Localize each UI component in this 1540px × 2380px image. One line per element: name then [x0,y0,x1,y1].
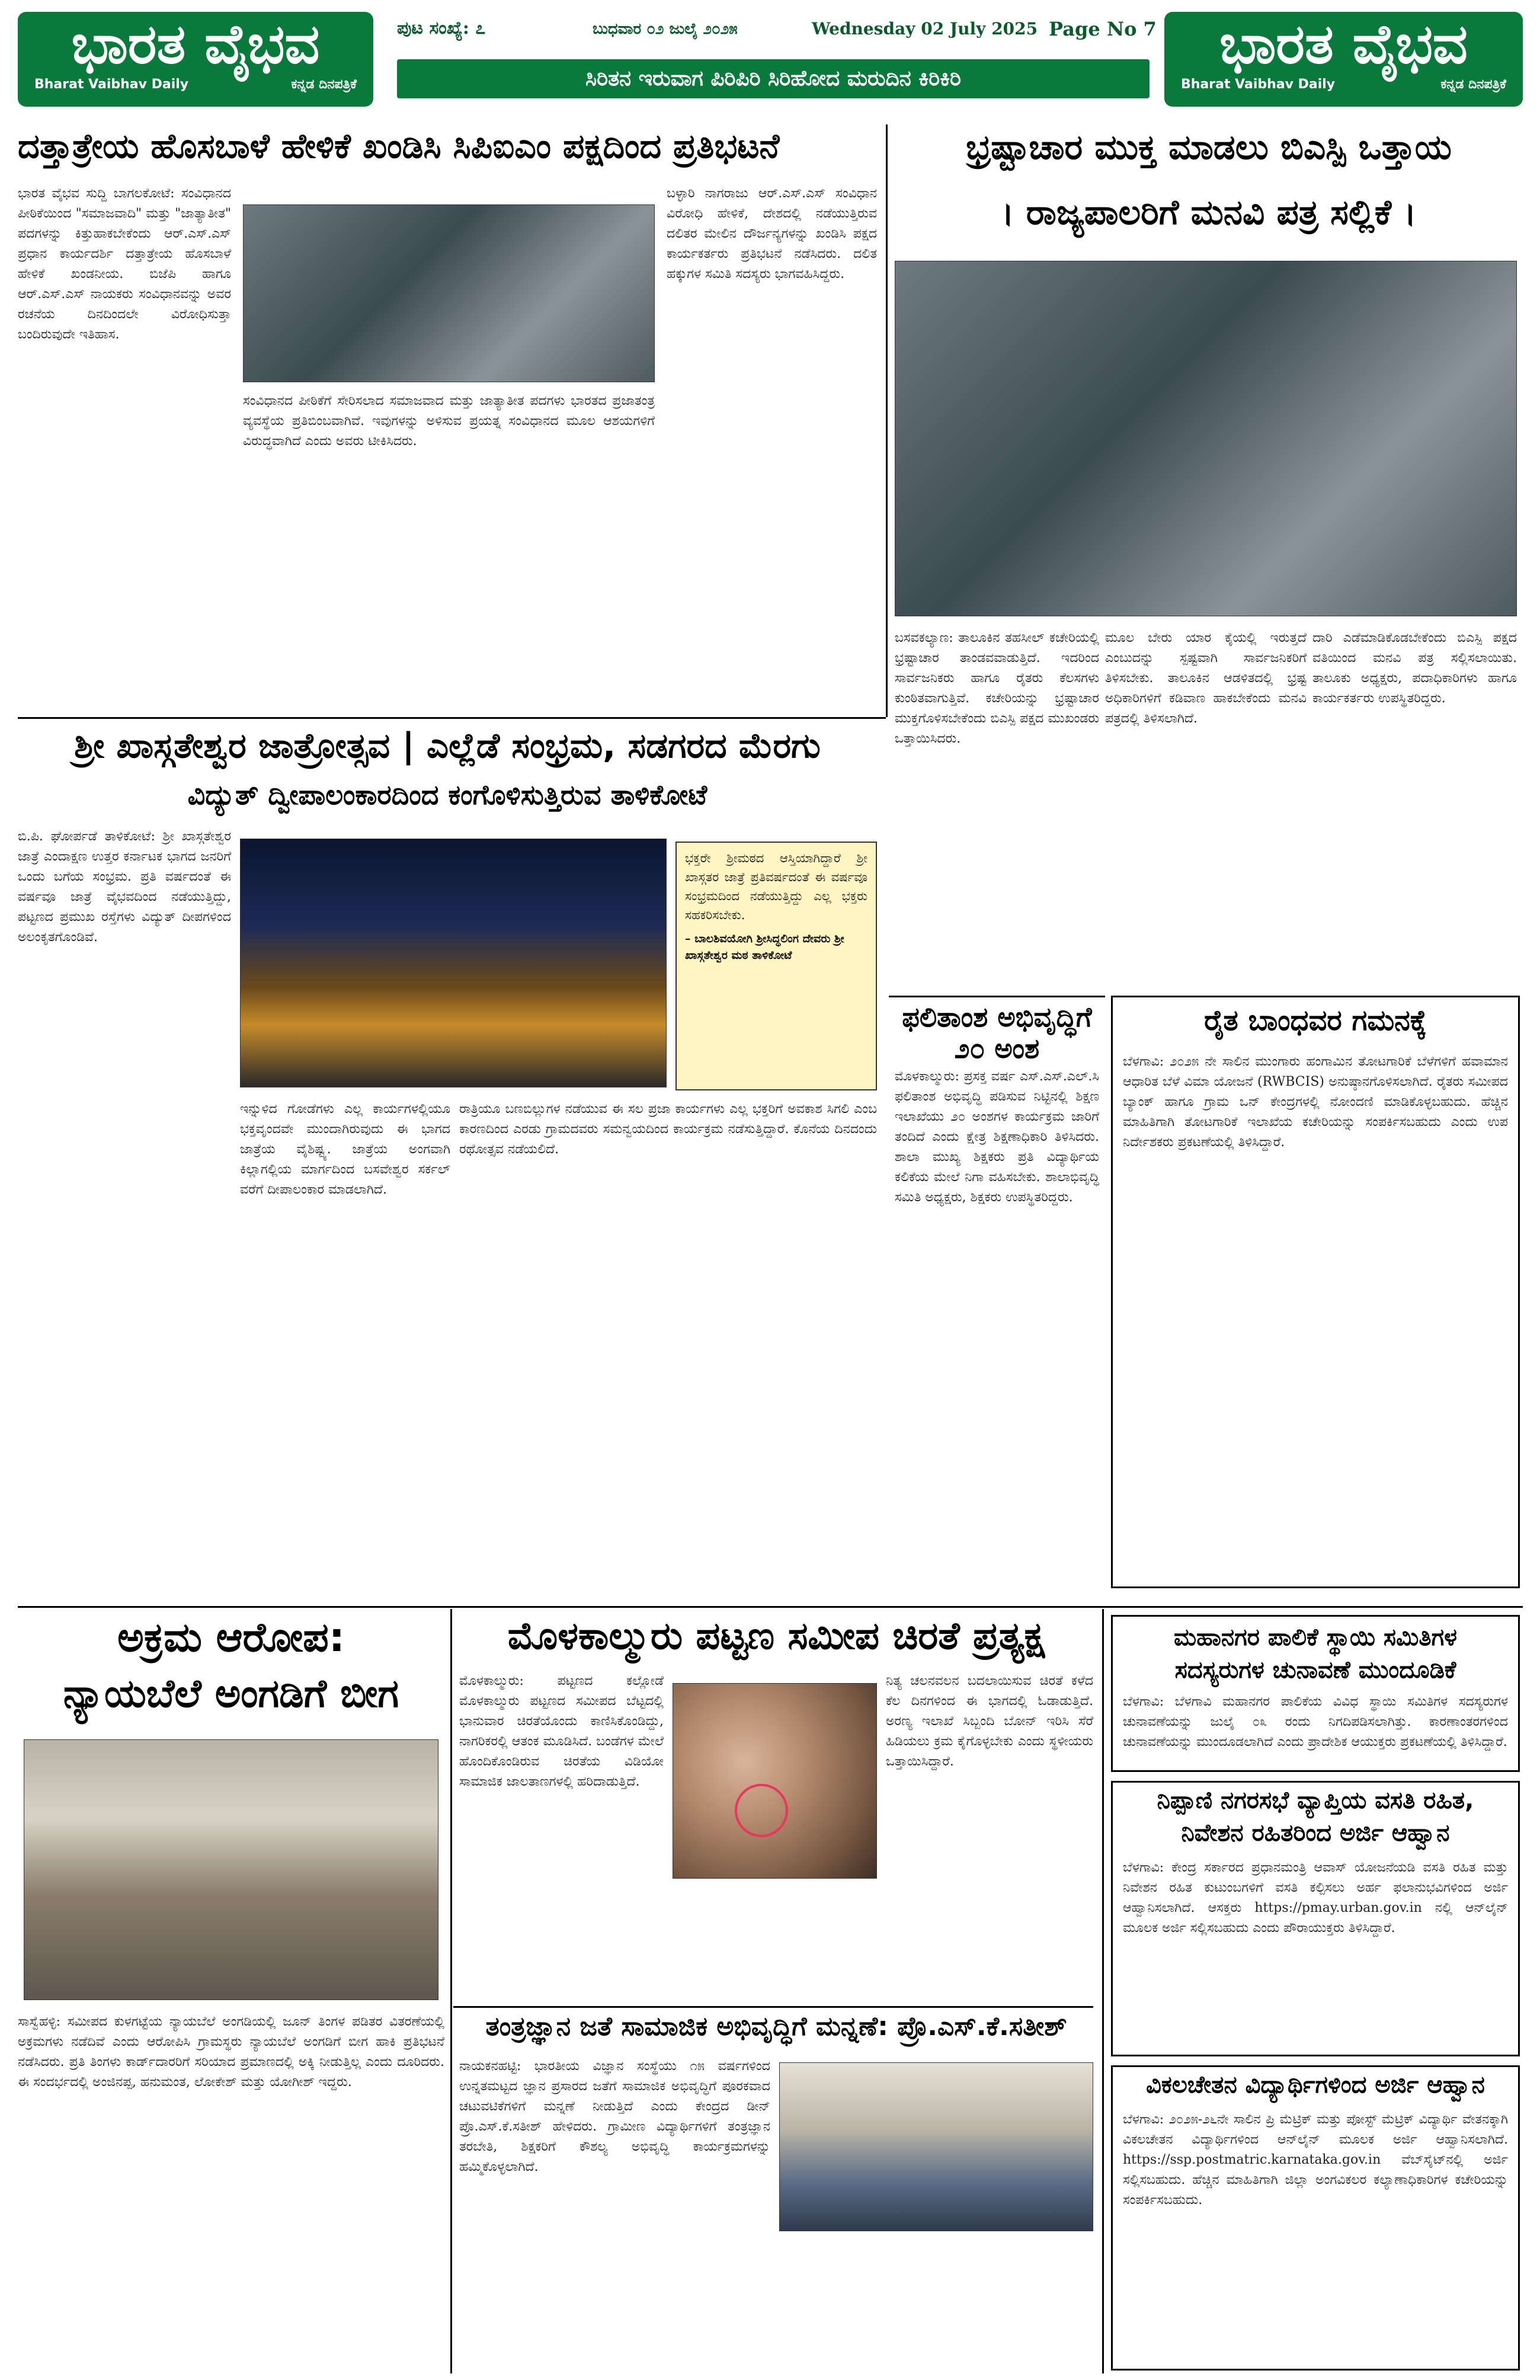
divider [18,717,886,719]
headline: ಶ್ರೀ ಖಾಸ್ಗತೇಶ್ವರ ಜಾತ್ರೋತ್ಸವ | ಎಲ್ಲೆಡೆ ಸಂಭ್ರಮ, ಸಡಗರದ ಮೆರಗು [74,725,821,766]
quote-author: – ಬಾಲಶಿವಯೋಗಿ ಶ್ರೀಸಿದ್ಧಲಿಂಗ ದೇವರು ಶ್ರೀ ಖಾಸ್ಗತೇಶ್ವರ ಮಠ ತಾಳಿಕೋಟೆ [685,932,844,962]
article-body: ನಾಯಕನಹಟ್ಟಿ: ಭಾರತೀಯ ವಿಜ್ಞಾನ ಸಂಸ್ಥೆಯು ೧೫ ವರ್ಷಗಳಿಂದ ಉನ್ನತಮಟ್ಟದ ಜ್ಞಾನ ಪ್ರಸಾರದ ಜತೆಗೆ ಸಾಮಾಜಿಕ ಅಭಿವೃದ್ಧಿಗೆ ಪೂರಕವಾದ ಚಟುವಟಿಕೆಗಳಿಗೆ ಮನ್ನಣೆ ನೀಡುತ್ತಿದೆ ಎಂದು ಕೇಂದ್ರದ ಡೀನ್ ಪ್ರೊ.ಎಸ್.ಕೆ.ಸತೀಶ್ ಹೇಳಿದರು. ಗ್ರಾಮೀಣ ವಿದ್ಯಾರ್ಥಿಗಳಿಗೆ ತಂತ್ರಜ್ಞಾನ ತರಬೇತಿ, ಶಿಕ್ಷಕರಿಗೆ ಕೌಶಲ್ಯ ಅಭಿವೃದ್ಧಿ ಕಾರ್ಯಕ್ರಮಗಳನ್ನು ಹಮ್ಮಿಕೊಳ್ಳಲಾಗಿದೆ. [459,2059,770,2174]
article-body: ಬಳ್ಳಾರಿ ನಾಗರಾಜು ಆರ್.ಎಸ್.ಎಸ್ ಸಂವಿಧಾನ ವಿರೋಧಿ ಹೇಳಿಕೆ, ದೇಶದಲ್ಲಿ ನಡೆಯುತ್ತಿರುವ ದಲಿತರ ಮೇಲಿನ ದೌರ್ಜನ್ಯಗಳನ್ನು ಖಂಡಿಸಿ ಪಕ್ಷದ ಕಾರ್ಯಕರ್ತರು ಪ್ರತಿಭಟನೆ ನಡೆಸಿದರು. ದಲಿತ ಹಕ್ಕುಗಳ ಸಮಿತಿ ಸದಸ್ಯರು ಭಾಗವಹಿಸಿದ್ದರು. [667,186,877,281]
article-body: ನಿತ್ಯ ಚಲನವಲನ ಬದಲಾಯಿಸುವ ಚಿರತೆ ಕಳೆದ ಕೆಲ ದಿನಗಳಿಂದ ಈ ಭಾಗದಲ್ಲಿ ಓಡಾಡುತ್ತಿದೆ. ಅರಣ್ಯ ಇಲಾಖೆ ಸಿಬ್ಬಂದಿ ಬೋನ್ ಇರಿಸಿ ಸೆರೆ ಹಿಡಿಯಲು ಕ್ರಮ ಕೈಗೊಳ್ಳಬೇಕು ಎಂದು ಸ್ಥಳೀಯರು ಒತ್ತಾಯಿಸಿದ್ದಾರೆ. [886,1674,1093,1769]
article-body: ಬೆಳಗಾವಿ: ೨೦೨೫-೨೬ನೇ ಸಾಲಿನ ಪ್ರಿ ಮೆಟ್ರಿಕ್ ಮತ್ತು ಪೋಸ್ಟ್ ಮೆಟ್ರಿಕ್ ವಿದ್ಯಾರ್ಥಿ ವೇತನಕ್ಕಾಗಿ ವಿಕಲಚೇತನ ವಿದ್ಯಾರ್ಥಿಗಳಿಂದ ಆನ್‌ಲೈನ್ ಮೂಲಕ ಅರ್ಜಿ ಆಹ್ವಾನಿಸಲಾಗಿದೆ. https://ssp.postmatric.karnataka.gov.in ವೆಬ್‌ಸೈಟ್‌ನಲ್ಲಿ ಅರ್ಜಿ ಸಲ್ಲಿಸಬಹುದು. ಹೆಚ್ಚಿನ ಮಾಹಿತಿಗಾಗಿ ಜಿಲ್ಲಾ ಅಂಗವಿಕಲರ ಕಲ್ಯಾಣಾಧಿಕಾರಿಗಳ ಕಚೇರಿಯನ್ನು ಸಂಪರ್ಕಿಸಬಹುದು. [1123,2112,1508,2208]
memorandum-photo [895,261,1517,616]
article-body: ಬೆಳಗಾವಿ: ಬೆಳಗಾವಿ ಮಹಾನಗರ ಪಾಲಿಕೆಯ ವಿವಿಧ ಸ್ಥಾಯಿ ಸಮಿತಿಗಳ ಸದಸ್ಯರುಗಳ ಚುನಾವಣೆಯನ್ನು ಜುಲೈ ೦೩ ರಂದು ನಿಗದಿಪಡಿಸಲಾಗಿತ್ತು. ಕಾರಣಾಂತರಗಳಿಂದ ಚುನಾವಣೆಯನ್ನು ಮುಂದೂಡಲಾಗಿದೆ ಎಂದು ಪ್ರಾದೇಶಿಕ ಆಯುಕ್ತರು ಪ್ರಕಟಣೆಯಲ್ಲಿ ತಿಳಿಸಿದ್ದಾರೆ. [1123,1694,1508,1749]
festival-lights-photo [240,839,667,1087]
headline: ನಿವೇಶನ ರಹಿತರಿಂದ ಅರ್ಜಿ ಆಹ್ವಾನ [1181,1819,1450,1847]
leopard-highlight-circle [735,1784,788,1837]
quote-box [675,842,877,1090]
divider [453,2006,1093,2008]
headline: ಮೊಳಕಾಲ್ಮುರು ಪಟ್ಟಣ ಸಮೀಪ ಚಿರತೆ ಪ್ರತ್ಯಕ್ಷ [507,1614,1045,1658]
subheadline: । ರಾಜ್ಯಪಾಲರಿಗೆ ಮನವಿ ಪತ್ರ ಸಲ್ಲಿಕೆ । [1001,192,1417,232]
divider [886,124,888,717]
protest-photo [243,204,655,382]
headline: ತಂತ್ರಜ್ಞಾನ ಜತೆ ಸಾಮಾಜಿಕ ಅಭಿವೃದ್ಧಿಗೆ ಮನ್ನಣೆ: ಪ್ರೊ.ಎಸ್.ಕೆ.ಸತೀಶ್ [485,2011,1067,2042]
page-count: ಪುಟ ಸಂಖ್ಯೆ: ೭ [397,18,486,39]
article-body: ಮೂಲ ಬೇರು ಯಾರ ಕೈಯಲ್ಲಿ ಇರುತ್ತದೆ ಎಂಬುದನ್ನು ಸ್ಪಷ್ಟವಾಗಿ ಸಾರ್ವಜನಿಕರಿಗೆ ತಿಳಿಸಬೇಕು. ತಾಲೂಕಿನ ಆಡಳಿತದಲ್ಲಿ ಭ್ರಷ್ಟ ಅಧಿಕಾರಿಗಳಿಗೆ ಕಡಿವಾಣ ಹಾಕಬೇಕೆಂದು ಮನವಿ ಪತ್ರದಲ್ಲಿ ತಿಳಿಸಲಾಗಿದೆ. [1105,631,1307,726]
masthead-sub-en: Bharat Vaibhav Daily [34,77,189,92]
article-body: ರಾತ್ರಿಯೂ ಬಣಬಿಲ್ಲುಗಳ ನಡೆಯುವ ಈ ಸಲ ಪ್ರಜಾ ಕಾರ್ಯಗಳು ಎಲ್ಲ ಭಕ್ತರಿಗೆ ಅವಕಾಶ ಸಿಗಲಿ ಎಂಬ ಕಾರಣದಿಂದ ಎರಡು ಗ್ರಾಮದವರು ಸಮನ್ವಯದಿಂದ ಕಾರ್ಯಕ್ರಮ ನಡೆಸುತ್ತಿದ್ದಾರೆ. ಕೊನೆಯ ದಿನದಂದು ರಥೋತ್ಸವ ನಡೆಯಲಿದೆ. [459,1102,877,1157]
headline: ದತ್ತಾತ್ರೇಯ ಹೊಸಬಾಳೆ ಹೇಳಿಕೆ ಖಂಡಿಸಿ ಸಿಪಿಐಎಂ ಪಕ್ಷದಿಂದ ಪ್ರತಿಭಟನೆ [18,127,780,166]
shop-locked-photo [24,1739,438,2000]
masthead-sub-kn: ಕನ್ನಡ ದಿನಪತ್ರಿಕೆ [1440,77,1506,92]
masthead-left [18,12,373,107]
article-body: ಬಿ.ಪಿ. ಘೋರ್ಪಡೆ ತಾಳಿಕೋಟೆ: ಶ್ರೀ ಖಾಸ್ಗತೇಶ್ವರ ಜಾತ್ರೆ ಎಂದಾಕ್ಷಣ ಉತ್ತರ ಕರ್ನಾಟಕ ಭಾಗದ ಜನರಿಗೆ ಒಂದು ಬಗೆಯ ಸಂಭ್ರಮ. ಪ್ರತಿ ವರ್ಷದಂತೆ ಈ ವರ್ಷವೂ ಜಾತ್ರೆ ವೈಭವದಿಂದ ನಡೆಯುತ್ತಿದ್ದು, ಪಟ್ಟಣದ ಪ್ರಮುಖ ರಸ್ತೆಗಳು ವಿದ್ಯುತ್ ದೀಪಗಳಿಂದ ಅಲಂಕೃತಗೊಂಡಿವೆ. [18,829,231,945]
headline: ಫಲಿತಾಂಶ ಅಭಿವೃದ್ಧಿಗೆ ೨೦ ಅಂಶ [902,1001,1092,1064]
masthead-title: ಭಾರತ ವೈಭವ [71,12,320,76]
article-body: ಬೆಳಗಾವಿ: ೨೦೨೫ ನೇ ಸಾಲಿನ ಮುಂಗಾರು ಹಂಗಾಮಿನ ತೋಟಗಾರಿಕೆ ಬೆಳೆಗಳಿಗೆ ಹವಾಮಾನ ಆಧಾರಿತ ಬೆಳೆ ವಿಮಾ ಯೋಜನೆ (RWBCIS) ಅನುಷ್ಠಾನಗೊಳಿಸಲಾಗಿದೆ. ರೈತರು ಸಮೀಪದ ಬ್ಯಾಂಕ್ ಹಾಗೂ ಗ್ರಾಮ ಒನ್ ಕೇಂದ್ರಗಳಲ್ಲಿ ನೋಂದಣಿ ಮಾಡಿಕೊಳ್ಳಬಹುದು. ಹೆಚ್ಚಿನ ಮಾಹಿತಿಗಾಗಿ ತೋಟಗಾರಿಕೆ ಇಲಾಖೆಯ ಕಚೇರಿಯನ್ನು ಸಂಪರ್ಕಿಸಬಹುದು ಎಂದು ಉಪ ನಿರ್ದೇಶಕರು ಪ್ರಕಟಣೆಯಲ್ಲಿ ತಿಳಿಸಿದ್ದಾರೆ. [1123,1054,1508,1150]
headline: ನಿಪ್ಪಾಣಿ ನಗರಸಭೆ ವ್ಯಾಪ್ತಿಯ ವಸತಿ ರಹಿತ, [1157,1787,1474,1814]
date-en: Wednesday 02 July 2025 [812,19,1038,39]
masthead-sub-en: Bharat Vaibhav Daily [1181,77,1336,92]
article-body: ಸಂವಿಧಾನದ ಪೀಠಿಕೆಗೆ ಸೇರಿಸಲಾದ ಸಮಾಜವಾದ ಮತ್ತು ಜಾತ್ಯಾತೀತ ಪದಗಳು ಭಾರತದ ಪ್ರಜಾತಂತ್ರ ವ್ಯವಸ್ಥೆಯ ಪ್ರತಿಬಿಂಬವಾಗಿವೆ. ಇವುಗಳನ್ನು ಅಳಿಸುವ ಪ್ರಯತ್ನ ಸಂವಿಧಾನದ ಮೂಲ ಆಶಯಗಳಿಗೆ ವಿರುದ್ಧವಾಗಿದೆ ಎಂದು ಅವರು ಟೀಕಿಸಿದರು. [243,394,655,449]
article-body: ಸಾಸ್ವೆಹಳ್ಳಿ: ಸಮೀಪದ ಕುಳಗಟ್ಟೆಯ ನ್ಯಾಯಬೆಲೆ ಅಂಗಡಿಯಲ್ಲಿ ಜೂನ್ ತಿಂಗಳ ಪಡಿತರ ವಿತರಣೆಯಲ್ಲಿ ಅಕ್ರಮಗಳು ನಡೆದಿವೆ ಎಂದು ಆರೋಪಿಸಿ ಗ್ರಾಮಸ್ಥರು ನ್ಯಾಯಬೆಲೆ ಅಂಗಡಿಗೆ ಬೀಗ ಹಾಕಿ ಪ್ರತಿಭಟನೆ ನಡೆಸಿದರು. ಪ್ರತಿ ತಿಂಗಳು ಕಾರ್ಡ್‌ದಾರರಿಗೆ ಸರಿಯಾದ ಪ್ರಮಾಣದಲ್ಲಿ ಅಕ್ಕಿ ನೀಡುತ್ತಿಲ್ಲ ಎಂದು ದೂರಿದರು. ಈ ಸಂದರ್ಭದಲ್ಲಿ ಅಂಜಿನಪ್ಪ, ಹನುಮಂತ, ಲೋಕೇಶ್ ಮತ್ತು ಯೋಗೀಶ್ ಇದ್ದರು. [18,2014,444,2090]
date-kn: ಬುಧವಾರ ೦೨ ಜುಲೈ ೨೦೨೫ [593,20,738,38]
divider [18,1606,1523,1608]
masthead-sub-kn: ಕನ್ನಡ ದಿನಪತ್ರಿಕೆ [291,77,357,92]
headline: ಮಹಾನಗರ ಪಾಲಿಕೆ ಸ್ಥಾಯಿ ಸಮಿತಿಗಳ [1174,1624,1457,1651]
quote-text: ಭಕ್ತರೇ ಶ್ರೀಮಠದ ಆಸ್ತಿಯಾಗಿದ್ದಾರೆ ಶ್ರೀ ಖಾಸ್ಗತರ ಜಾತ್ರೆ ಪ್ರತಿವರ್ಷದಂತೆ ಈ ವರ್ಷವೂ ಸಂಭ್ರಮದಿಂದ ನಡೆಯುತ್ತಿದ್ದು ಎಲ್ಲ ಭಕ್ತರು ಸಹಕರಿಸಬೇಕು. [685,851,867,922]
headline: ಅಕ್ರಮ ಆರೋಪ: [117,1614,345,1661]
masthead-right [1164,12,1523,107]
subheadline: ವಿದ್ಯುತ್ ದ್ವೀಪಾಲಂಕಾರದಿಂದ ಕಂಗೊಳಿಸುತ್ತಿರುವ ತಾಳಿಕೋಟೆ [187,779,707,811]
group-photo [779,2062,1093,2231]
article-body: ಮೊಳಕಾಲ್ಮುರು: ಪ್ರಸಕ್ತ ವರ್ಷ ಎಸ್.ಎಸ್.ಎಲ್.ಸಿ ಫಲಿತಾಂಶ ಅಭಿವೃದ್ಧಿ ಪಡಿಸುವ ನಿಟ್ಟಿನಲ್ಲಿ ಶಿಕ್ಷಣ ಇಲಾಖೆಯು ೨೦ ಅಂಶಗಳ ಕಾರ್ಯಕ್ರಮ ಜಾರಿಗೆ ತಂದಿದೆ ಎಂದು ಕ್ಷೇತ್ರ ಶಿಕ್ಷಣಾಧಿಕಾರಿ ತಿಳಿಸಿದರು. ಶಾಲಾ ಮುಖ್ಯ ಶಿಕ್ಷಕರು ಪ್ರತಿ ವಿದ್ಯಾರ್ಥಿಯ ಕಲಿಕೆಯ ಮೇಲೆ ನಿಗಾ ವಹಿಸಬೇಕು. ಶಾಲಾಭಿವೃದ್ಧಿ ಸಮಿತಿ ಅಧ್ಯಕ್ಷರು, ಶಿಕ್ಷಕರು ಉಪಸ್ಥಿತರಿದ್ದರು. [895,1069,1099,1205]
headline: ನ್ಯಾಯಬೆಲೆ ಅಂಗಡಿಗೆ ಬೀಗ [63,1671,399,1716]
headline: ರೈತ ಬಾಂಧವರ ಗಮನಕ್ಕೆ [1204,1004,1427,1037]
divider [889,996,1105,997]
tagline-bar: ಸಿರಿತನ ಇರುವಾಗ ಪಿರಿಪಿರಿ ಸಿರಿಹೋದ ಮರುದಿನ ಕಿರಿಕಿರಿ [397,59,1150,98]
leopard-photo [673,1683,877,1879]
article-body: ಬಸವಕಲ್ಯಾಣ: ತಾಲೂಕಿನ ತಹಸೀಲ್ ಕಚೇರಿಯಲ್ಲಿ ಭ್ರಷ್ಟಾಚಾರ ತಾಂಡವವಾಡುತ್ತಿದೆ. ಇದರಿಂದ ಸಾರ್ವಜನಿಕರು ಹಾಗೂ ರೈತರು ಕೆಲಸಗಳು ಕುಂಠಿತವಾಗುತ್ತಿವೆ. ಕಚೇರಿಯನ್ನು ಭ್ರಷ್ಟಾಚಾರ ಮುಕ್ತಗೊಳಿಸಬೇಕೆಂದು ಬಿಎಸ್ಪಿ ಪಕ್ಷದ ಮುಖಂಡರು ಒತ್ತಾಯಿಸಿದರು. [895,631,1099,746]
headline: ಸದಸ್ಯರುಗಳ ಚುನಾವಣೆ ಮುಂದೂಡಿಕೆ [1174,1656,1456,1684]
headline: ಭ್ರಷ್ಟಾಚಾರ ಮುಕ್ತ ಮಾಡಲು ಬಿಎಸ್ಪಿ ಒತ್ತಾಯ [966,127,1452,167]
article-body: ದಾರಿ ಎಡೆಮಾಡಿಕೊಡಬೇಕೆಂದು ಬಿಎಸ್ಪಿ ಪಕ್ಷದ ವತಿಯಿಂದ ಮನವಿ ಪತ್ರ ಸಲ್ಲಿಸಲಾಯಿತು. ತಾಲೂಕು ಅಧ್ಯಕ್ಷರು, ಪದಾಧಿಕಾರಿಗಳು ಹಾಗೂ ಕಾರ್ಯಕರ್ತರು ಉಪಸ್ಥಿತರಿದ್ದರು. [1312,631,1517,706]
article-body: ಬೆಳಗಾವಿ: ಕೇಂದ್ರ ಸರ್ಕಾರದ ಪ್ರಧಾನಮಂತ್ರಿ ಆವಾಸ್ ಯೋಜನೆಯಡಿ ವಸತಿ ರಹಿತ ಮತ್ತು ನಿವೇಶನ ರಹಿತ ಕುಟುಂಬಗಳಿಗೆ ವಸತಿ ಕಲ್ಪಿಸಲು ಅರ್ಹ ಫಲಾನುಭವಿಗಳಿಂದ ಅರ್ಜಿ ಆಹ್ವಾನಿಸಲಾಗಿದೆ. ಆಸಕ್ತರು https://pmay.urban.gov.in ನಲ್ಲಿ ಆನ್‌ಲೈನ್ ಮೂಲಕ ಅರ್ಜಿ ಸಲ್ಲಿಸಬಹುದು ಎಂದು ಪೌರಾಯುಕ್ತರು ತಿಳಿಸಿದ್ದಾರೆ. [1123,1860,1508,1936]
divider [450,1609,452,2373]
article-body: ಮೊಳಕಾಲ್ಮುರು: ಪಟ್ಟಣದ ಕಲ್ಲೋಡೆ ಮೊಳಕಾಲ್ಮುರು ಪಟ್ಟಣದ ಸಮೀಪದ ಬೆಟ್ಟದಲ್ಲಿ ಭಾನುವಾರ ಚಿರತೆಯೊಂದು ಕಾಣಿಸಿಕೊಂಡಿದ್ದು, ನಾಗರಿಕರಲ್ಲಿ ಆತಂಕ ಮೂಡಿಸಿದೆ. ಬಂಡೆಗಳ ಮೇಲೆ ಹೊಂದಿಕೊಂಡಿರುವ ಚಿರತೆಯ ವಿಡಿಯೋ ಸಾಮಾಜಿಕ ಜಾಲತಾಣಗಳಲ್ಲಿ ಹರಿದಾಡುತ್ತಿದೆ. [459,1674,664,1789]
divider [1102,1609,1104,2373]
article-body: ಇನ್ನುಳಿದ ಗೋಡೆಗಳು ಎಲ್ಲ ಕಾರ್ಯಗಳಲ್ಲಿಯೂ ಭಕ್ತವೃಂದವೇ ಮುಂದಾಗಿರುವುದು ಈ ಭಾಗದ ಜಾತ್ರೆಯ ವೈಶಿಷ್ಟ್ಯ. ಜಾತ್ರೆಯ ಅಂಗವಾಗಿ ಕಿಲ್ಲಾಗಲ್ಲಿಯ ಮಾರ್ಗದಿಂದ ಬಸವೇಶ್ವರ ಸರ್ಕಲ್ ವರೆಗೆ ದೀಪಾಲಂಕಾರ ಮಾಡಲಾಗಿದೆ. [240,1102,450,1197]
masthead-title: ಭಾರತ ವೈಭವ [1219,12,1468,76]
article-body: ಭಾರತ ವೈಭವ ಸುದ್ದಿ ಬಾಗಲಕೋಟೆ: ಸಂವಿಧಾನದ ಪೀಠಿಕೆಯಿಂದ "ಸಮಾಜವಾದಿ" ಮತ್ತು "ಜಾತ್ಯಾತೀತ" ಪದಗಳನ್ನು ಕಿತ್ತುಹಾಕಬೇಕೆಂದು ಆರ್.ಎಸ್.ಎಸ್ ಪ್ರಧಾನ ಕಾರ್ಯದರ್ಶಿ ದತ್ತಾತ್ರೇಯ ಹೊಸಬಾಳೆ ಹೇಳಿಕೆ ಖಂಡನೀಯ. ಬಿಜೆಪಿ ಹಾಗೂ ಆರ್.ಎಸ್.ಎಸ್ ನಾಯಕರು ಸಂವಿಧಾನವನ್ನು ಅವರ ರಚನೆಯ ದಿನದಿಂದಲೇ ವಿರೋಧಿಸುತ್ತಾ ಬಂದಿರುವುದೇ ಇತಿಹಾಸ. [18,186,231,342]
page-number: Page No 7 [1049,18,1157,40]
headline: ವಿಕಲಚೇತನ ವಿದ್ಯಾರ್ಥಿಗಳಿಂದ ಅರ್ಜಿ ಆಹ್ವಾನ [1146,2071,1485,2099]
